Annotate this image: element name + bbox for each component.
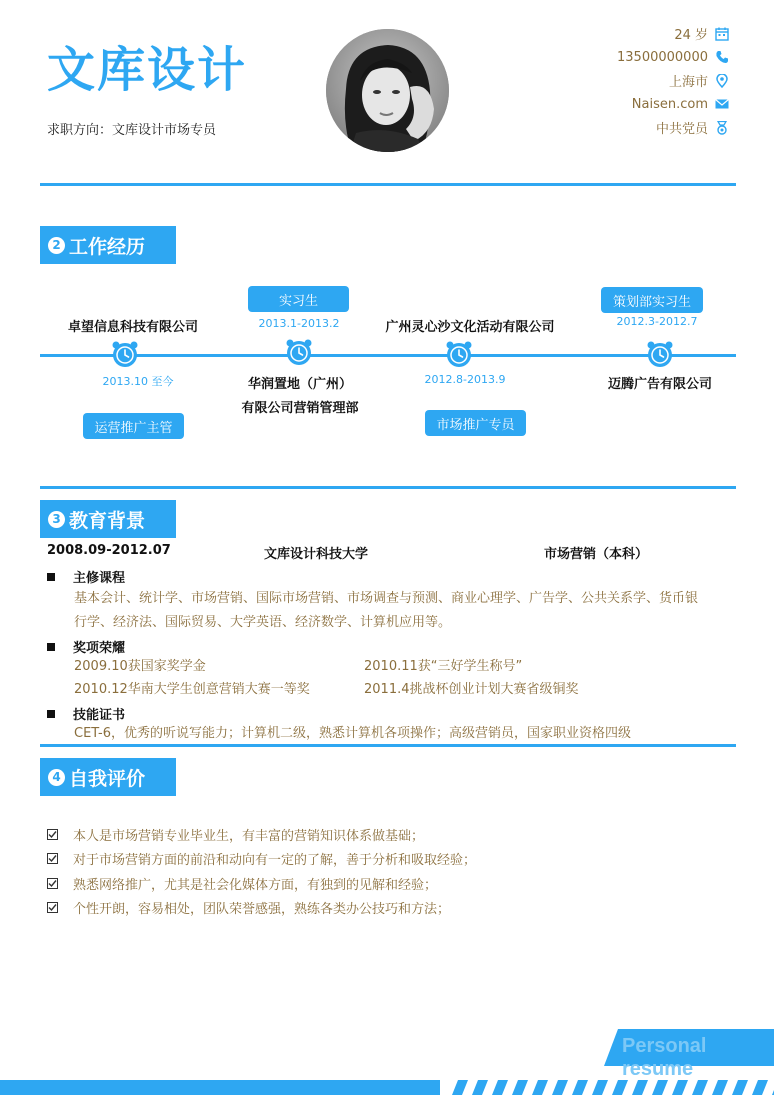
award-3: 2010.12华南大学生创意营销大赛一等奖: [74, 682, 310, 697]
footer-stripe: [452, 1080, 468, 1095]
self-eval-text: 对于市场营销方面的前沿和动向有一定的了解，善于分析和吸取经验；: [73, 853, 477, 869]
phone-icon: [714, 49, 730, 65]
timeline-company-2a: 华润置地（广州）: [247, 377, 352, 392]
footer-stripe: [532, 1080, 548, 1095]
section-header-self: [40, 758, 176, 796]
education-period: 2008.09-2012.07: [47, 543, 171, 558]
self-eval-text: 本人是市场营销专业毕业生，有丰富的营销知识体系做基础；: [73, 828, 425, 844]
award-2: 2010.11获“三好学生称号”: [364, 659, 523, 674]
age-text: 24 岁: [674, 28, 708, 44]
clock-icon: [111, 340, 139, 368]
phone-row: [430, 46, 730, 70]
skills-heading: [47, 704, 125, 723]
footer-stripe: [652, 1080, 668, 1095]
list-item: [47, 896, 476, 921]
award-1: 2009.10获国家奖学金: [74, 659, 206, 674]
self-eval-text: 个性开朗，容易相处，团队荣誉感强，熟练各类办公技巧和方法；: [73, 902, 451, 918]
skills-text: CET-6，优秀的听说写能力；计算机二级，熟悉计算机各项操作；高级营销员，国家职业资格四级: [74, 726, 632, 741]
award-4: 2011.4挑战杯创业计划大赛省级铜奖: [364, 682, 579, 697]
list-item: [47, 871, 476, 896]
footer-stripe: [692, 1080, 708, 1095]
section-number-self: 4: [48, 769, 65, 786]
awards-title: 奖项荣耀: [73, 641, 126, 656]
checkbox-icon: [47, 878, 58, 889]
footer-stripe: [512, 1080, 528, 1095]
education-school: 文库设计科技大学: [264, 547, 369, 562]
timeline-company-1: 卓望信息科技有限公司: [67, 320, 198, 335]
section-header-education: [40, 500, 176, 538]
footer-stripe: [592, 1080, 608, 1095]
footer-stripe: [492, 1080, 508, 1095]
footer-stripes: [0, 1080, 774, 1095]
courses-heading: [47, 567, 125, 586]
medal-icon: [714, 120, 730, 136]
timeline-line: [40, 354, 736, 357]
party-text: 中共党员: [655, 122, 708, 138]
timeline-company-2b: 有限公司营销管理部: [241, 401, 359, 416]
timeline-date-3: 2012.8-2013.9: [424, 373, 506, 386]
location-row: [430, 69, 730, 93]
footer-stripe: [552, 1080, 568, 1095]
self-eval-text: 熟悉网络推广，尤其是社会化媒体方面，有独到的见解和经验；: [73, 877, 438, 893]
footer-stripe: [572, 1080, 588, 1095]
section-title-self: 自我评价: [69, 767, 146, 790]
checkbox-icon: [47, 853, 58, 864]
party-row: [430, 116, 730, 140]
timeline-role-1: 运营推广主管: [83, 413, 184, 439]
skills-title: 技能证书: [73, 708, 126, 723]
footer-stripe: [672, 1080, 688, 1095]
list-item: [47, 822, 476, 847]
timeline-role-3: 市场推广专员: [425, 410, 526, 436]
section-header-work: [40, 226, 176, 264]
checkbox-icon: [47, 902, 58, 913]
website-row: [430, 93, 730, 117]
footer-stripe: [712, 1080, 728, 1095]
timeline-role-2: 实习生: [248, 286, 349, 312]
timeline-company-4: 迈腾广告有限公司: [607, 377, 712, 392]
header-divider: [40, 183, 736, 186]
clock-icon: [646, 340, 674, 368]
location-text: 上海市: [668, 75, 708, 91]
square-bullet-icon: [47, 710, 55, 718]
section-number-work: 2: [48, 237, 65, 254]
timeline-date-4: 2012.3-2012.7: [616, 315, 698, 328]
website-text: Naisen.com: [631, 96, 708, 112]
checkbox-icon: [47, 829, 58, 840]
courses-title: 主修课程: [73, 571, 126, 586]
section-title-work: 工作经历: [69, 235, 146, 258]
location-icon: [714, 73, 730, 89]
timeline-company-3: 广州灵心沙文化活动有限公司: [385, 320, 555, 335]
footer-stripe: [732, 1080, 748, 1095]
section-title-education: 教育背景: [69, 509, 146, 532]
self-eval-list: [47, 822, 476, 920]
square-bullet-icon: [47, 573, 55, 581]
timeline-date-2: 2013.1-2013.2: [258, 317, 340, 330]
courses-line-1: 基本会计、统计学、市场营销、国际市场营销、市场调查与预测、商业心理学、广告学、公共关系学、货币银: [74, 591, 699, 606]
timeline-role-4: 策划部实习生: [601, 287, 703, 313]
phone-text: 13500000000: [617, 49, 708, 65]
age-row: [430, 22, 730, 46]
footer-text: Personal resume: [622, 1035, 707, 1080]
footer-stripe: [632, 1080, 648, 1095]
mail-icon: [714, 96, 730, 112]
contact-info: [430, 22, 730, 140]
awards-heading: [47, 637, 125, 656]
resume-name: 文库设计: [47, 42, 248, 98]
clock-icon: [285, 338, 313, 366]
square-bullet-icon: [47, 643, 55, 651]
calendar-icon: [714, 26, 730, 42]
footer-stripe: [752, 1080, 768, 1095]
timeline-date-1: 2013.10 至今: [102, 375, 174, 388]
list-item: [47, 847, 476, 872]
courses-line-2: 行学、经济法、国际贸易、大学英语、经济数学、计算机应用等。: [74, 615, 452, 630]
education-divider: [40, 744, 736, 747]
footer-stripe: [612, 1080, 628, 1095]
section-number-education: 3: [48, 511, 65, 528]
work-divider: [40, 486, 736, 489]
job-objective: 求职方向：文库设计市场专员: [47, 123, 217, 138]
education-major: 市场营销（本科）: [544, 547, 649, 562]
footer-stripe: [472, 1080, 488, 1095]
courses-text: [74, 587, 744, 635]
clock-icon: [445, 340, 473, 368]
